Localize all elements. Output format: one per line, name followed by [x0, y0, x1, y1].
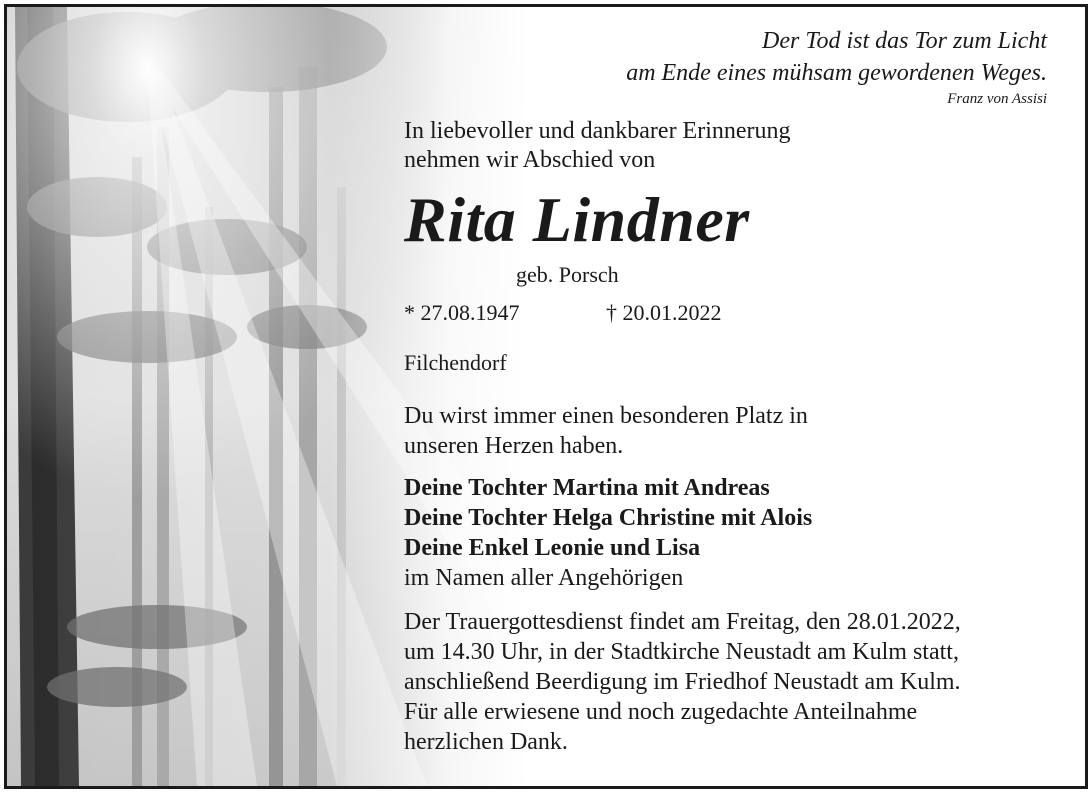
mourner: Deine Enkel Leonie und Lisa [404, 535, 701, 561]
obituary-text [404, 117, 1064, 757]
funeral-service-info [404, 607, 1064, 757]
service-line: Der Trauergottesdienst findet am Freitag, den 28.01.2022, [404, 609, 961, 635]
mourners-closing: im Namen aller Angehörigen [404, 565, 684, 591]
quote-line: am Ende eines mühsam gewordenen Weges. [626, 60, 1047, 86]
intro-text [404, 117, 1064, 175]
quote-line: Der Tod ist das Tor zum Licht [762, 28, 1047, 54]
service-line: um 14.30 Uhr, in der Stadtkirche Neustadt am Kulm statt, [404, 639, 959, 665]
deceased-name: Rita Lindner [404, 184, 750, 255]
intro-line: In liebevoller und dankbarer Erinnerung [404, 118, 791, 144]
mourner: Deine Tochter Helga Christine mit Alois [404, 505, 813, 531]
intro-line: nehmen wir Abschied von [404, 147, 656, 173]
service-line: herzlichen Dank. [404, 729, 568, 755]
service-line: anschließend Beerdigung im Friedhof Neustadt am Kulm. [404, 669, 961, 695]
obituary-notice [4, 4, 1088, 789]
mourners-list [404, 473, 1064, 593]
farewell-saying [404, 401, 1064, 461]
mourner: Deine Tochter Martina mit Andreas [404, 475, 770, 501]
service-line: Für alle erwiesene und noch zugedachte Anteilnahme [404, 699, 918, 725]
quote [626, 25, 1047, 109]
life-dates [404, 299, 1064, 327]
saying-line: Du wirst immer einen besonderen Platz in [404, 403, 808, 429]
maiden-name: geb. Porsch [516, 262, 619, 287]
birth-date: * 27.08.1947 [404, 300, 520, 325]
saying-line: unseren Herzen haben. [404, 433, 624, 459]
death-date: † 20.01.2022 [606, 300, 722, 325]
quote-author: Franz von Assisi [947, 91, 1047, 107]
hometown: Filchendorf [404, 350, 507, 375]
